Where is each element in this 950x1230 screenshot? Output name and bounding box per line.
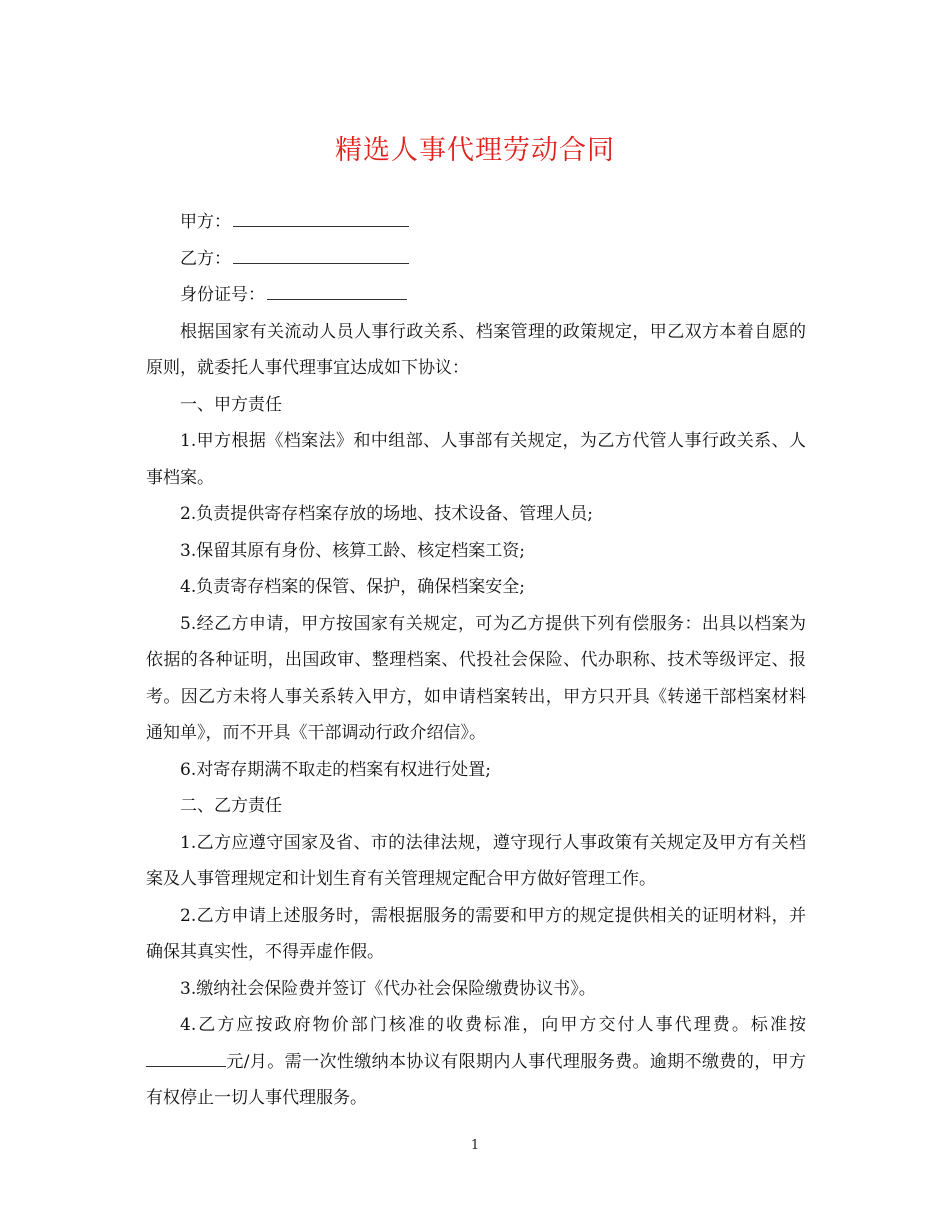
section2-item: 2.乙方申请上述服务时，需根据服务的需要和甲方的规定提供相关的证明材料，并确保其真实性，不得弄虚作假。 — [146, 905, 806, 962]
fee-text-before: 4.乙方应按政府物价部门核准的收费标准，向甲方交付人事代理费。标准按 — [180, 1015, 806, 1035]
party-b-label: 乙方： — [180, 248, 231, 269]
section2-item: 1.乙方应遵守国家及省、市的法律法规，遵守现行人事政策有关规定及甲方有关档案及人事管理规定和计划生育有关管理规定配合甲方做好管理工作。 — [146, 832, 806, 889]
section1-heading: 一、甲方责任 — [180, 394, 282, 415]
id-number-label: 身份证号： — [180, 285, 265, 305]
party-b-line — [146, 241, 806, 278]
section1-item: 1.甲方根据《档案法》和中组部、人事部有关规定，为乙方代管人事行政关系、人事档案。 — [146, 431, 806, 488]
party-a-blank — [233, 204, 409, 227]
section1-item: 3.保留其原有身份、核算工龄、核定档案工资; — [180, 540, 525, 561]
section1-item: 5.经乙方申请，甲方按国家有关规定，可为乙方提供下列有偿服务：出具以档案为依据的各种证明，出国政审、整理档案、代投社会保险、代办职称、技术等级评定、报考。因乙方未将人事关系转入甲方，如申请档案转出，甲方只开具《转递干部档案材料通知单》，而不开具《干部调动行政介绍信》。 — [146, 613, 806, 743]
section1-item: 6.对寄存期满不取走的档案有权进行处置; — [180, 759, 491, 780]
page-number: 1 — [470, 1138, 480, 1153]
document-body — [146, 204, 806, 1117]
section1-item: 4.负责寄存档案的保管、保护，确保档案安全; — [180, 577, 525, 597]
section2-item-4 — [146, 1007, 806, 1117]
id-number-blank — [267, 277, 407, 300]
fee-text-after: 元/月。需一次性缴纳本协议有限期内人事代理服务费。逾期不缴费的，甲方有权停止一切人事代理服务。 — [146, 1051, 806, 1108]
document-title: 精选人事代理劳动合同 — [335, 135, 615, 166]
intro-paragraph: 根据国家有关流动人员人事行政关系、档案管理的政策规定，甲乙双方本着自愿的原则，就委托人事代理事宜达成如下协议： — [146, 321, 806, 378]
party-a-label: 甲方： — [180, 212, 231, 232]
section2-heading: 二、乙方责任 — [180, 796, 282, 816]
section2-item: 3.缴纳社会保险费并签订《代办社会保险缴费协议书》。 — [180, 978, 596, 999]
party-b-blank — [233, 241, 409, 264]
section1-item: 2.负责提供寄存档案存放的场地、技术设备、管理人员; — [180, 504, 593, 524]
id-number-line — [146, 277, 806, 314]
fee-amount-blank — [146, 1046, 226, 1067]
party-a-line — [146, 204, 806, 241]
